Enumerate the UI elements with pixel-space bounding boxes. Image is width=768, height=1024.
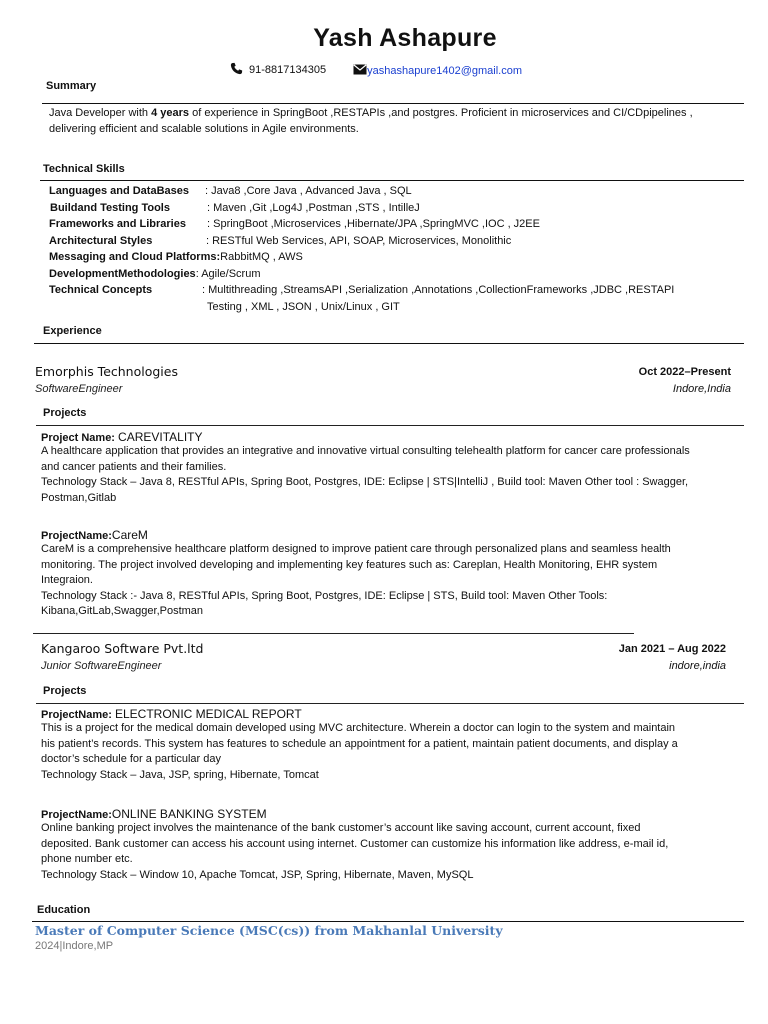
project-description: This is a project for the medical domain developed using MVC architecture. Wherein a doctor can login to the system and maintain his patient’s records. This system has features to schedule an appointment for a patient, maintain patient documents, and display a doctor’s schedule for a particular day Technology Stack – Java, JSP, spring, Hibernate, Tomcat	[41, 722, 678, 781]
project-title: ProjectName:ONLINE BANKING SYSTEM	[41, 807, 267, 821]
job-dates: Oct 2022–Present	[638, 366, 731, 378]
experience-divider	[34, 343, 744, 344]
job-location: indore,india	[669, 660, 726, 672]
project-carem	[41, 528, 747, 620]
job-separator	[33, 633, 634, 634]
project-description: A healthcare application that provides an integrative and innovative virtual consulting telehealth platform for cancer care professionals and cancer patients and their families. Technology Stack – Java 8, RESTful APIs, Spring Boot, Postgres, IDE: Eclipse | STS|IntelliJ , Build tool: Maven Other tool : Swagger, Postman,Gitlab	[41, 445, 690, 504]
project-carevitality	[41, 430, 747, 506]
summary-divider	[42, 103, 744, 104]
phone-number: 91-8817134305	[249, 64, 327, 76]
project-emr	[41, 707, 747, 783]
education-heading: Education	[37, 904, 91, 916]
projects-heading: Projects	[43, 407, 87, 419]
job-company: Kangaroo Software Pvt.ltd	[41, 641, 204, 656]
skill-row: Messaging and Cloud Platforms: RabbitMQ , AWS	[49, 251, 303, 263]
job-company: Emorphis Technologies	[35, 364, 178, 379]
education-degree: Master of Computer Science (MSC(cs)) from Makhanlal University	[35, 923, 503, 938]
job-role: SoftwareEngineer	[35, 383, 123, 395]
summary-line-1: Java Developer with 4 years of experience in SpringBoot ,RESTAPIs ,and postgres. Proficient in microservices and CI/CDpipelines ,	[49, 107, 693, 119]
project-title: ProjectName:CareM	[41, 528, 148, 542]
project-description: Online banking project involves the maintenance of the bank customer’s account like saving account, current account, fixed deposited. Bank customer can access his account using internet. Customer can customize his information like address, e-mail id, phone number etc. Technology Stack – Window 10, Apache Tomcat, JSP, Spring, Hibernate, Maven, MySQL	[41, 822, 669, 881]
summary-line-2: delivering efficient and scalable solutions in Agile environments.	[49, 122, 359, 135]
skill-row: Languages and DataBases : Java8 ,Core Java , Advanced Java , SQL	[49, 185, 412, 197]
projects-divider	[36, 425, 744, 426]
projects-divider	[36, 703, 744, 704]
skills-heading: Technical Skills	[43, 163, 125, 175]
education-divider	[32, 921, 744, 922]
job-location: Indore,India	[672, 383, 731, 395]
skill-row: Technical Concepts : Multithreading ,StreamsAPI ,Serialization ,Annotations ,CollectionFrameworks ,JDBC ,RESTAPI	[49, 284, 675, 296]
skill-row: Testing , XML , JSON , Unix/Linux , GIT	[207, 300, 400, 313]
project-online-banking	[41, 807, 747, 883]
job-role: Junior SoftwareEngineer	[41, 660, 162, 672]
experience-heading: Experience	[43, 325, 102, 337]
summary-heading: Summary	[46, 80, 97, 92]
contact-line	[230, 62, 522, 78]
projects-heading: Projects	[43, 685, 87, 697]
skill-row: Frameworks and Libraries : SpringBoot ,Microservices ,Hibernate/JPA ,SpringMVC ,IOC , J2EE	[49, 218, 540, 230]
email-link[interactable]: yashashapure1402@gmail.com	[367, 65, 523, 77]
summary-text	[49, 106, 749, 137]
skill-row: Architectural Styles : RESTful Web Services, API, SOAP, Microservices, Monolithic	[49, 234, 512, 247]
candidate-name: Yash Ashapure	[313, 24, 497, 52]
project-description: CareM is a comprehensive healthcare platform designed to improve patient care through personalized plans and seamless health monitoring. The project involved developing and implementing key features such as: Careplan, Health Monitoring, EHR system Integraion. Technology Stack :- Java 8, RESTful APIs, Spring Boot, Postgres, IDE: Eclipse | STS, Build tool: Maven Other Tools: Kibana,GitLab,Swagger,Postman	[41, 543, 671, 617]
envelope-icon	[353, 64, 367, 78]
project-title: Project Name: CAREVITALITY	[41, 430, 203, 444]
education-detail: 2024|Indore,MP	[35, 940, 114, 952]
job-dates: Jan 2021 – Aug 2022	[618, 643, 726, 655]
skills-list	[49, 183, 749, 315]
phone-group	[230, 62, 326, 78]
skill-row: DevelopmentMethodologies : Agile/Scrum	[49, 267, 261, 280]
email-group[interactable]	[353, 64, 522, 78]
skill-row: Buildand Testing Tools : Maven ,Git ,Log4J ,Postman ,STS , IntilleJ	[50, 201, 420, 214]
skills-divider	[40, 180, 744, 181]
project-title: ProjectName: ELECTRONIC MEDICAL REPORT	[41, 707, 302, 721]
phone-icon	[230, 62, 243, 78]
